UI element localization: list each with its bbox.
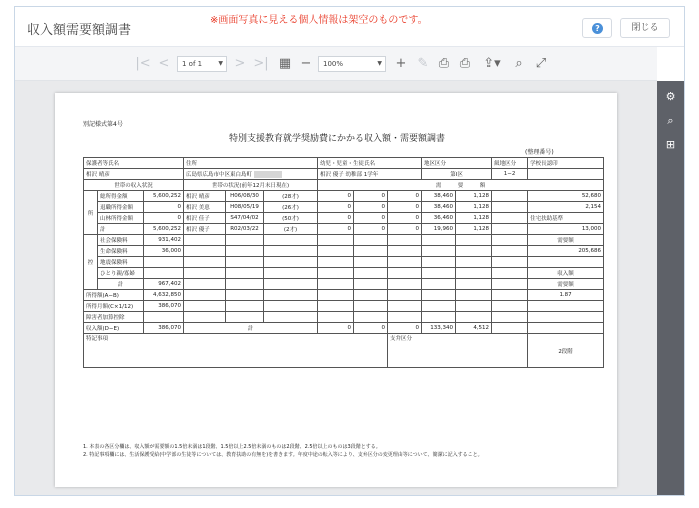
help-button[interactable] — [582, 18, 612, 38]
demand-cell — [492, 202, 528, 213]
page-select[interactable] — [177, 56, 227, 72]
deduction-value — [144, 257, 184, 268]
school-rec-value — [528, 169, 604, 180]
report-toolbar — [15, 47, 657, 81]
question-circle-icon: ? — [592, 23, 603, 34]
member-name: 相沢 美恵 — [184, 202, 226, 213]
school-label-cell: 幼児・児童・生徒氏名 — [318, 158, 422, 169]
demand-cell: 0 — [318, 213, 354, 224]
viewer-window — [14, 6, 685, 496]
next-page-icon[interactable]: > — [234, 56, 246, 71]
income-ab-label: 所得額(A−B) — [84, 290, 144, 301]
member-name: 相沢 優子 — [184, 224, 226, 235]
deduction-side-label: 控 — [84, 235, 98, 290]
document-viewport[interactable] — [15, 81, 657, 495]
deduction-label: ひとり親/寡婦 — [98, 268, 144, 279]
address-value: 広島県広島市中区東白島町 — [184, 169, 318, 180]
report-page — [55, 93, 617, 487]
support-cell: 支弁区分 — [388, 334, 528, 368]
monthly-label: 所得月額(C×1/12) — [84, 301, 144, 312]
last-page-icon[interactable]: >| — [253, 56, 269, 71]
right-value: 13,000 — [528, 224, 604, 235]
demand-cell: 0 — [318, 202, 354, 213]
demand-cell: 1,128 — [456, 202, 492, 213]
demand-cell: 19,960 — [422, 224, 456, 235]
deduction-value — [144, 268, 184, 279]
notes-cell: 特記事項 — [84, 334, 388, 368]
row-label: 退職所得金額 — [98, 202, 144, 213]
income-de-value: 386,070 — [144, 323, 184, 334]
member-age: (2才) — [264, 224, 318, 235]
ratio-value: 1.87 — [528, 290, 604, 301]
deduction-label: 社会保険料 — [98, 235, 144, 246]
income-demand-table: 保護者等氏名 住所 幼児・児童・生徒氏名 地区区分 級地区分 学校長認印 相沢 晴彦 広島県広島市中区東白島町 相沢 優子 幼稚部 1学年 第I区 1−2 世帯の収入状況 世帯の状況(前年12月末日現在) 需 要 額 所 総所得金額 5,600,252 相沢 晴彦 H06/08/30 (28才) 0 0 0 38,460 1,128 52,680 退職所得金額 0 相沢 美恵 H08/05/19 (26才) 0 0 0 38,460 1,128 2,154 山林所得金額 0 相沢 佳子 S47/04/02 (50才) 0 0 0 36,460 1,128 住宅扶助基準 計 5,600,252 相沢 優子 R02/03/22 (2才) 0 0 0 19,960 1,128 13,000 控 社会保険料 931,402 需要額 生命保険料 36,000 205,686 地震保険料 ひとり親/寡婦 収入額 計 967,402 需要額 所得額(A−B) 4,632,850 1.87 所得月額(C×1/12) 386,070 障害者加算控除 収入額(D−E) 386,070 計 0 0 0 133,340 4,512 特記事項 支弁区分 2段階 — [83, 157, 604, 368]
disability-label: 障害者加算控除 — [84, 312, 144, 323]
school-rec-label-cell: 学校長認印 — [528, 158, 604, 169]
total-value: 133,340 — [422, 323, 456, 334]
member-birth: S47/04/02 — [226, 213, 264, 224]
prev-page-icon[interactable]: < — [158, 56, 170, 71]
demand-cell: 38,460 — [422, 202, 456, 213]
row-value: 0 — [144, 202, 184, 213]
demand-cell: 1,128 — [456, 213, 492, 224]
zoom-out-icon[interactable]: − — [300, 56, 312, 71]
demand-cell: 0 — [354, 213, 388, 224]
member-name: 相沢 晴彦 — [184, 191, 226, 202]
demand-cell — [492, 213, 528, 224]
window-title: 収入額需要額調書 — [27, 23, 132, 38]
income-side-label: 所 — [84, 191, 98, 235]
hierarchy-icon[interactable]: ⊞ — [665, 138, 676, 151]
demand-cell: 0 — [318, 191, 354, 202]
right-value: 2,154 — [528, 202, 604, 213]
demand-cell: 0 — [354, 224, 388, 235]
deduction-label: 地震保険料 — [98, 257, 144, 268]
income-de-label: 収入額(D−E) — [84, 323, 144, 334]
form-number: 別記様式第4号 — [83, 121, 123, 128]
grade-label-cell: 級地区分 — [492, 158, 528, 169]
demand-cell: 0 — [318, 224, 354, 235]
student-school: 相沢 優子 幼稚部 1学年 — [318, 169, 422, 180]
demand-cell: 36,460 — [422, 213, 456, 224]
member-age: (50才) — [264, 213, 318, 224]
address-label-cell: 住所 — [184, 158, 318, 169]
demand-cell — [492, 191, 528, 202]
member-age: (28才) — [264, 191, 318, 202]
title-bar — [15, 7, 684, 47]
search-icon[interactable]: ⌕ — [515, 56, 523, 71]
page-value: 1 of 1 — [182, 60, 203, 68]
row-label: 計 — [98, 224, 144, 235]
thumbnails-icon[interactable]: ▦ — [278, 56, 292, 71]
district-value: 第I区 — [422, 169, 492, 180]
row-value: 0 — [144, 213, 184, 224]
total-label: 計 — [184, 323, 318, 334]
total-value: 4,512 — [456, 323, 492, 334]
district-label-cell: 地区区分 — [422, 158, 492, 169]
demand-cell: 0 — [388, 202, 422, 213]
row-value: 5,600,252 — [144, 224, 184, 235]
footnote-1: 1. 本表の各区分欄は、収入額が需要額の1.5倍未満は1段階、1.5倍以上2.5倍未満のものは2段階、2.5倍以上のものは3段階とする。 — [83, 444, 381, 450]
demand-cell: 0 — [354, 202, 388, 213]
deduction-value: 36,000 — [144, 246, 184, 257]
right-label: 需要額 — [528, 235, 604, 246]
demand-cell: 0 — [388, 213, 422, 224]
demand-cell: 38,460 — [422, 191, 456, 202]
member-name: 相沢 佳子 — [184, 213, 226, 224]
zoom-select[interactable] — [318, 56, 386, 72]
gear-icon[interactable]: ⚙ — [665, 90, 676, 103]
income-header: 世帯の収入状況 — [84, 180, 184, 191]
demand-cell — [492, 224, 528, 235]
right-value: 52,680 — [528, 191, 604, 202]
monthly-value: 386,070 — [144, 301, 184, 312]
row-value: 5,600,252 — [144, 191, 184, 202]
member-birth: H06/08/30 — [226, 191, 264, 202]
member-age: (26才) — [264, 202, 318, 213]
deduction-label: 生命保険料 — [98, 246, 144, 257]
row-label: 山林所得金額 — [98, 213, 144, 224]
member-birth: H08/05/19 — [226, 202, 264, 213]
privacy-notice: ※画面写真に見える個人情報は架空のものです。 — [210, 15, 428, 26]
first-page-icon[interactable]: |< — [135, 56, 151, 71]
demand-cell: 0 — [388, 191, 422, 202]
zoom-value: 100% — [323, 60, 344, 68]
fullscreen-icon[interactable]: ⤢ — [535, 56, 547, 71]
demand-cell: 1,128 — [456, 191, 492, 202]
export-icon[interactable]: ⇪▾ — [483, 56, 501, 71]
zoom-in-icon[interactable]: + — [395, 56, 407, 71]
serial-label: (整理番号) — [525, 149, 554, 156]
right-label: 収入額 — [528, 268, 604, 279]
guardian-name: 相沢 晴彦 — [84, 169, 184, 180]
row-label: 総所得金額 — [98, 191, 144, 202]
print-setup-icon[interactable]: ⎙ — [459, 56, 471, 71]
grade-value: 1−2 — [492, 169, 528, 180]
member-birth: R02/03/22 — [226, 224, 264, 235]
print-icon[interactable]: ⎙ — [438, 56, 450, 71]
support-value: 2段階 — [528, 334, 604, 368]
chevron-down-icon: ▼ — [377, 60, 382, 67]
footnote-2: 2. 特記事項欄には、生活保護受給(中学部の生徒等については、教育扶助の有無を)を書きます。年度中途の転入等により、支弁区分の変更理由等について、簡潔に記入すること。 — [83, 452, 483, 458]
chevron-down-icon: ▼ — [218, 60, 223, 67]
right-tool-panel — [657, 81, 684, 495]
demand-cell: 1,128 — [456, 224, 492, 235]
right-label: 需要額 — [528, 279, 604, 290]
close-button[interactable]: 閉じる — [620, 18, 670, 38]
deduction-value: 931,402 — [144, 235, 184, 246]
deduction-value: 967,402 — [144, 279, 184, 290]
guardian-label-cell: 保護者等氏名 — [84, 158, 184, 169]
demand-cell: 0 — [388, 224, 422, 235]
income-ab-value: 4,632,850 — [144, 290, 184, 301]
demand-cell: 0 — [354, 191, 388, 202]
household-header: 世帯の状況(前年12月末日現在) — [184, 180, 318, 191]
edit-icon[interactable]: ✎ — [417, 56, 429, 71]
deduction-label: 計 — [98, 279, 144, 290]
report-title: 特別支援教育就学奨励費にかかる収入額・需要額調書 — [229, 134, 446, 144]
right-value: 205,686 — [528, 246, 604, 257]
right-label: 住宅扶助基準 — [528, 213, 604, 224]
demand-header: 需 要 額 — [318, 180, 604, 191]
search-icon[interactable]: ⌕ — [667, 114, 674, 127]
